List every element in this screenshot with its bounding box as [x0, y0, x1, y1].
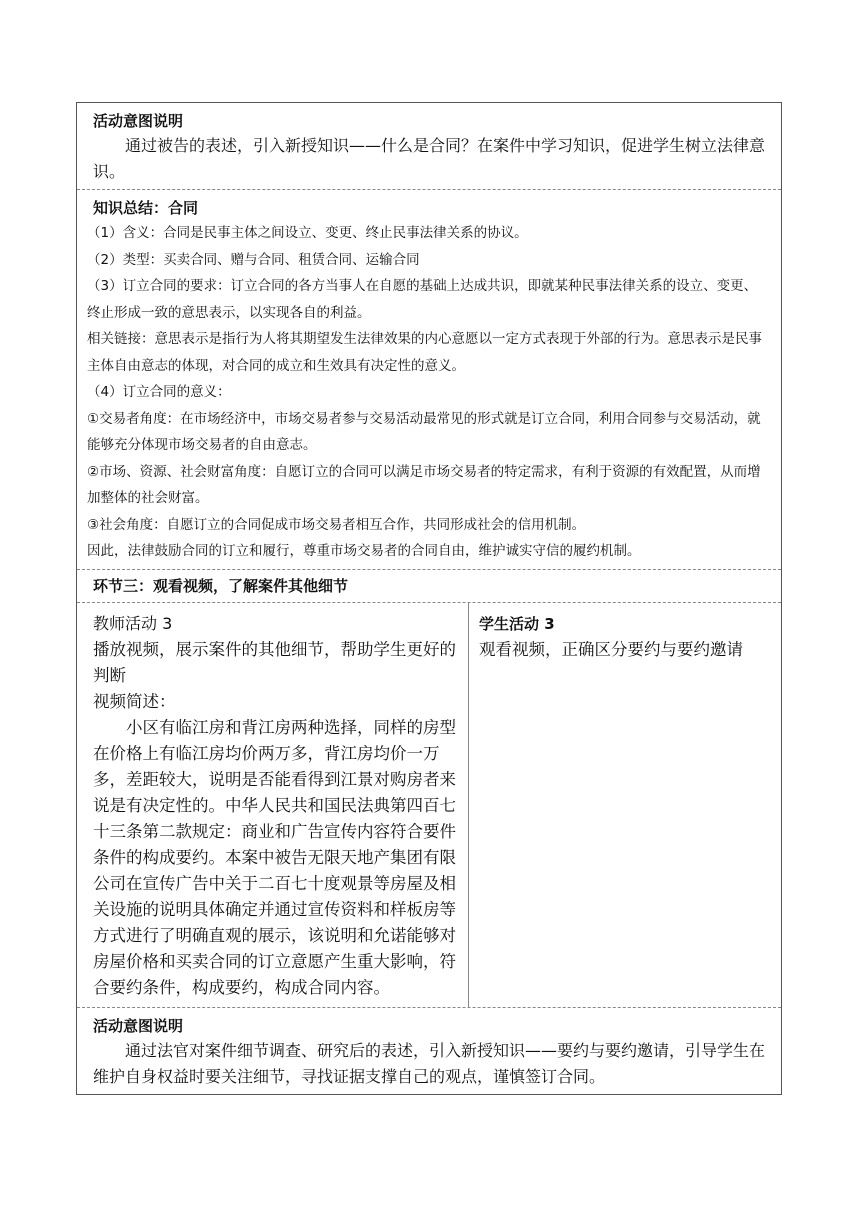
section3-cell	[77, 570, 781, 602]
lesson-plan-table	[76, 102, 782, 1095]
teacher-activity-title: 教师活动 3	[93, 613, 173, 633]
intent-row-1	[77, 103, 781, 189]
intent-text-2: 通过法官对案件细节调查、研究后的表述，引入新授知识——要约与要约邀请，引导学生在维护自身权益时要关注细节，寻找证据支撑自己的观点，谨慎签订合同。	[93, 1040, 766, 1086]
intent-text-1: 通过被告的表述，引入新授知识——什么是合同？在案件中学习知识，促进学生树立法律意识。	[93, 136, 766, 181]
knowledge-item: （2）类型：买卖合同、赠与合同、租赁合同、运输合同	[87, 251, 420, 268]
intent-cell-2	[77, 1008, 781, 1094]
intent-row-2	[77, 1007, 781, 1094]
intent-title-1: 活动意图说明	[93, 112, 184, 130]
knowledge-item: ③社会角度：自愿订立的合同促成市场交易者相互合作，共同形成社会的信用机制。	[87, 516, 586, 533]
knowledge-title: 知识总结：合同	[93, 199, 199, 217]
knowledge-item: 因此，法律鼓励合同的订立和履行，尊重市场交易者的合同自由，维护诚实守信的履约机制。	[87, 543, 641, 559]
knowledge-cell	[77, 190, 781, 569]
teacher-activity-body: 小区有临江房和背江房两种选择，同样的房型在价格上有临江房均价两万多，背江房均价一万多，差距较大，说明是否能看得到江景对购房者来说是有决定性的。中华人民共和国民法典第四百七十三条第二款规定：商业和广告宣传内容符合要件条件的构成要约。本案中被告无限天地产集团有限公司在宣传广告中关于二百七十度观景等房屋及相关设施的说明具体确定并通过宣传资料和样板房等方式进行了明确直观的展示，该说明和允诺能够对房屋价格和买卖合同的订立意愿产生重大影响，符合要约条件，构成要约，构成合同内容。	[93, 717, 456, 997]
section3-row	[77, 569, 781, 602]
section3-title: 环节三：观看视频，了解案件其他细节	[93, 576, 349, 595]
teacher-activity-line2: 视频简述：	[93, 691, 176, 711]
student-activity-text: 观看视频，正确区分要约与要约邀请	[479, 639, 743, 659]
knowledge-item: ①交易者角度：在市场经济中，市场交易者参与交易活动最常见的形式就是订立合同，利用合同参与交易活动，就能够充分体现市场交易者的自由意志。	[87, 410, 761, 453]
knowledge-item: 相关链接：意思表示是指行为人将其期望发生法律效果的内心意愿以一定方式表现于外部的行为。意思表示是民事主体自由意志的体现，对合同的成立和生效具有决定性的意义。	[87, 331, 762, 374]
student-activity-title: 学生活动 3	[479, 614, 555, 633]
knowledge-item: （4）订立合同的意义：	[87, 384, 231, 400]
intent-cell-1	[77, 103, 781, 189]
activity-row	[77, 602, 781, 1007]
knowledge-item: ②市场、资源、社会财富角度：自愿订立的合同可以满足市场交易者的特定需求，有利于资源的有效配置，从而增加整体的社会财富。	[87, 463, 761, 506]
student-activity-cell	[469, 603, 781, 1007]
teacher-activity-cell	[77, 603, 469, 1007]
knowledge-item: （3）订立合同的要求：订立合同的各方当事人在自愿的基础上达成共识，即就某种民事法律关系的设立、变更、终止形成一致的意思表示，以实现各自的利益。	[87, 278, 758, 321]
intent-title-2: 活动意图说明	[93, 1016, 184, 1035]
knowledge-row	[77, 189, 781, 569]
knowledge-item: （1）含义：合同是民事主体之间设立、变更、终止民事法律关系的协议。	[87, 225, 528, 241]
teacher-activity-line1: 播放视频，展示案件的其他细节，帮助学生更好的判断	[93, 639, 456, 685]
